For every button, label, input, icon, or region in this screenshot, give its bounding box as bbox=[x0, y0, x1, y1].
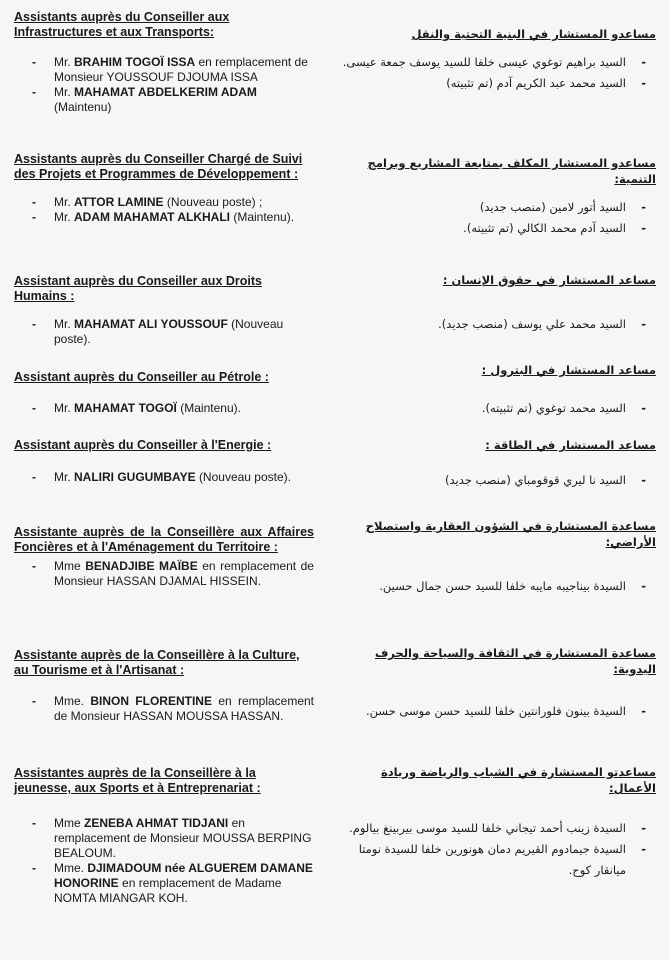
section-heading-fr: Assistante auprès de la Conseillère à la Culture, au Tourisme et à l'Artisanat : bbox=[14, 648, 300, 677]
list-item: - Mr. BRAHIM TOGOÏ ISSA en remplacement de Monsieur YOUSSOUF DJOUMA ISSA bbox=[14, 55, 314, 85]
section-fr-culture bbox=[14, 648, 314, 724]
section-ar-culture bbox=[336, 645, 656, 722]
section-ar-infrastructures bbox=[336, 26, 656, 94]
section-heading-ar: مساعدو المستشار في البنية التحتية والنقل bbox=[411, 27, 656, 41]
section-fr-affaires-foncieres bbox=[14, 525, 314, 589]
section-fr-energie bbox=[14, 438, 314, 485]
list-item: - السيدة بيناجيبه مايبه خلفا للسيد حسن جمال حسين. bbox=[336, 576, 656, 597]
list-item: - Mr. MAHAMAT ALI YOUSSOUF (Nouveau poste). bbox=[14, 317, 314, 347]
section-ar-petrole bbox=[336, 362, 656, 419]
list-item: - السيد محمد عبد الكريم آدم (تم تثبيته) bbox=[336, 73, 656, 94]
section-heading-fr: Assistant auprès du Conseiller à l'Energie : bbox=[14, 438, 272, 452]
section-heading-ar: مساعد المستشار في الطاقة : bbox=[485, 438, 656, 452]
section-heading-fr: Assistantes auprès de la Conseillère à la jeunesse, aux Sports et à Entreprenariat : bbox=[14, 766, 261, 795]
section-heading-ar: مساعدتو المستشارة في الشباب والرياضة وريادة الأعمال: bbox=[380, 765, 656, 795]
section-ar-droits-humains bbox=[336, 272, 656, 335]
section-heading-fr: Assistante auprès de la Conseillère aux Affaires Foncières et à l'Aménagement du Territoire : bbox=[14, 525, 314, 554]
section-heading-fr: Assistants auprès du Conseiller Chargé de Suivi des Projets et Programmes de Développement : bbox=[14, 152, 303, 181]
list-item: - السيدة جيمادوم القيريم دمان هونورين خلفا للسيدة نومتا ميانقار كوح. bbox=[336, 839, 656, 881]
section-heading-ar: مساعد المستشار في البترول : bbox=[481, 363, 656, 377]
list-item: - Mme BENADJIBE MAÏBE en remplacement de Monsieur HASSAN DJAMAL HISSEIN. bbox=[14, 559, 314, 589]
section-fr-petrole bbox=[14, 370, 314, 416]
list-item: - Mme ZENEBA AHMAT TIDJANI en remplacement de Monsieur MOUSSA BERPING BEALOUM. bbox=[14, 816, 314, 861]
section-heading-ar: مساعد المستشار في حقوق الإنسان : bbox=[442, 273, 656, 287]
section-heading-fr: Assistant auprès du Conseiller au Pétrole : bbox=[14, 370, 269, 384]
list-item: - Mme. DJIMADOUM née ALGUEREM DAMANE HONORINE en remplacement de Madame NOMTA MIANGAR KOH. bbox=[14, 861, 314, 906]
list-item: - Mr. MAHAMAT TOGOÏ (Maintenu). bbox=[14, 401, 314, 416]
section-fr-infrastructures bbox=[14, 10, 314, 115]
section-fr-projets bbox=[14, 152, 314, 225]
list-item: - السيد محمد علي يوسف (منصب جديد). bbox=[336, 314, 656, 335]
list-item: - السيد آدم محمد الكالي (تم تثبيته). bbox=[336, 218, 656, 239]
list-item: - السيدة زينب أحمد تيجاني خلفا للسيد موسى بيربينغ بيالوم. bbox=[336, 818, 656, 839]
list-item: - Mr. ADAM MAHAMAT ALKHALI (Maintenu). bbox=[14, 210, 314, 225]
section-ar-affaires-foncieres bbox=[336, 518, 656, 597]
section-fr-droits-humains bbox=[14, 274, 314, 347]
list-item: - Mr. MAHAMAT ABDELKERIM ADAM (Maintenu) bbox=[14, 85, 314, 115]
section-fr-jeunesse bbox=[14, 766, 314, 906]
list-item: - السيدة بينون فلورانتين خلفا للسيد حسن موسى حسن. bbox=[336, 701, 656, 722]
list-item: - السيد براهيم توغوي عيسى خلفا للسيد يوسف جمعة عيسى. bbox=[336, 52, 656, 73]
list-item: - Mr. ATTOR LAMINE (Nouveau poste) ; bbox=[14, 195, 314, 210]
section-heading-fr: Assistants auprès du Conseiller aux Infrastructures et aux Transports: bbox=[14, 10, 230, 39]
list-item: - السيد نا ليري قوقومباي (منصب جديد) bbox=[336, 470, 656, 491]
section-heading-ar: مساعدة المستشارة في الثقافة والسياحة والحرف اليدوية: bbox=[374, 646, 656, 676]
list-item: - Mme. BINON FLORENTINE en remplacement de Monsieur HASSAN MOUSSA HASSAN. bbox=[14, 694, 314, 724]
section-ar-energie bbox=[336, 437, 656, 491]
list-item: - Mr. NALIRI GUGUMBAYE (Nouveau poste). bbox=[14, 470, 314, 485]
section-ar-jeunesse bbox=[336, 764, 656, 881]
section-heading-ar: مساعدو المستشار المكلف بمتابعة المشاريع وبرامج التنمية: bbox=[367, 156, 656, 186]
list-item: - السيد محمد توغوي (تم تثبيته). bbox=[336, 398, 656, 419]
section-ar-projets bbox=[336, 155, 656, 239]
section-heading-fr: Assistant auprès du Conseiller aux Droits Humains : bbox=[14, 274, 262, 303]
section-heading-ar: مساعدة المستشارة في الشؤون العقارية واستصلاح الأراضي: bbox=[365, 519, 656, 549]
list-item: - السيد أتور لامين (منصب جديد) bbox=[336, 197, 656, 218]
